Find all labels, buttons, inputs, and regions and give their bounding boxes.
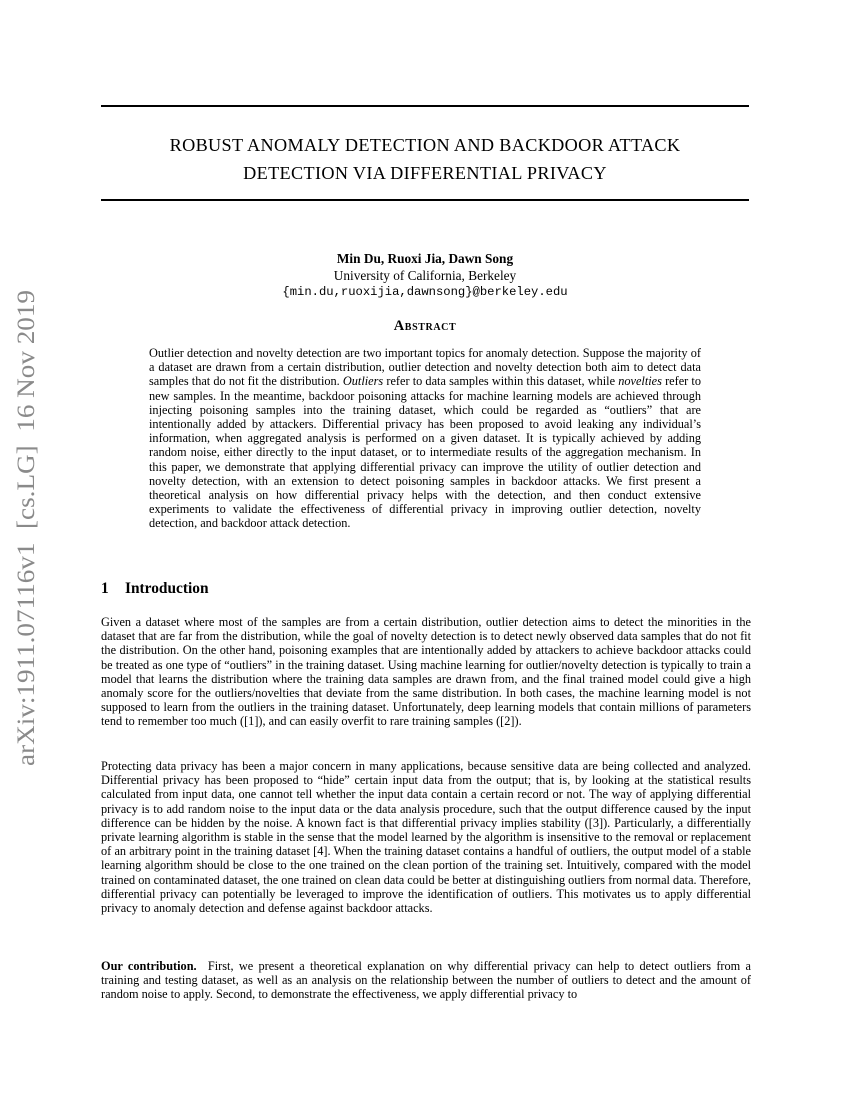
- section-title: Introduction: [125, 580, 209, 597]
- title-rule-top: [101, 105, 749, 107]
- author-block: [101, 250, 749, 301]
- author-affiliation: University of California, Berkeley: [333, 268, 517, 283]
- abstract-body: [149, 346, 701, 531]
- section-number: 1: [101, 580, 109, 597]
- title-rule-bottom: [101, 199, 749, 201]
- arxiv-watermark: [0, 288, 52, 768]
- contribution-paragraph: [101, 959, 751, 1002]
- abstract-text-b: refer to data samples within this dataset, while: [383, 374, 619, 389]
- contribution-label: Our contribution.: [101, 959, 197, 973]
- abstract-term-outliers: Outliers: [342, 374, 384, 389]
- section-heading-introduction: [101, 580, 209, 598]
- intro-paragraph-1: Given a dataset where most of the samples are from a certain distribution, outlier detection aims to detect the minorities in the dataset that are far from the distribution, while the goal of novelty detection is to detect newly observed data samples that do not fit the distribution. On the other hand, poisoning examples that are intentionally added by attackers to achieve backdoor attacks could be treated as one type of “outliers” in the training dataset. Using machine learning for outlier/novelty detection is typically to train a model that learns the distribution where the training data samples are drawn from, and the final trained model could give a high anomaly score for the outliers/novelties that deviate from the same distribution. In both cases, the machine learning model is not supposed to learn from the outliers in the training dataset. Unfortunately, deep learning models that contain millions of parameters tend to remember too much ([1]), and can easily overfit to rare training samples ([2]).: [101, 615, 751, 729]
- arxiv-identifier: arXiv:1911.07116v1 [cs.LG] 16 Nov 2019: [13, 327, 40, 766]
- intro-paragraph-2: Protecting data privacy has been a major concern in many applications, because sensitive data are being collected and analyzed. Differential privacy has been proposed to “hide” certain input data from the output; that is, by looking at the statistical results calculated from input data, one cannot tell whether the input data contain a certain record or not. The way of applying differential privacy is to add random noise to the input data or the data analysis procedure, such that the output difference caused by the input difference can be hidden by the noise. A known fact is that differential privacy implies stability ([3]). Particularly, a differentially private learning algorithm is stable in the sense that the model learned by the algorithm is insensitive to the removal or replacement of an arbitrary point in the training dataset [4]. When the training dataset contains a handful of outliers, the output model of a stable learning algorithm should be close to the one trained on the clean portion of the training set. Intuitively, compared with the model trained on contaminated dataset, the one trained on clean data could be better at distinguishing outliers from normal data. Therefore, differential privacy can potentially be leveraged to improve the identification of outliers. This motivates us to apply differential privacy to anomaly detection and defense against backdoor attacks.: [101, 759, 751, 916]
- abstract-heading: Abstract: [393, 318, 457, 334]
- author-names: Min Du, Ruoxi Jia, Dawn Song: [336, 251, 514, 266]
- contribution-text: First, we present a theoretical explanation on why differential privacy can help to detect outliers from a training and testing dataset, as well as an analysis on the relationship between the number of outliers to detect and the amount of random noise to apply. Second, to demonstrate the effectiveness, we apply differential privacy to: [101, 959, 751, 1002]
- abstract-text-c: refer to new samples. In the meantime, backdoor poisoning attacks for machine learning models are achieved through injecting poisoning samples into the training dataset, which could be regarded as “outliers” that are intentionally added by attackers. Differential privacy has been proposed to avoid leaking any individual’s information, when aggregated analysis is performed on a given dataset. It is typically achieved by adding random noise, either directly to the input dataset, or to intermediate results of the aggregation mechanism. In this paper, we demonstrate that applying differential privacy can improve the utility of outlier detection and novelty detection, with an extension to detect poisoning samples in backdoor attacks. We first present a theoretical analysis on how differential privacy helps with the detection, and then conduct extensive experiments to validate the effectiveness of differential privacy in improving outlier detection, novelty detection, and backdoor attack detection.: [149, 374, 701, 531]
- author-email: {min.du,ruoxijia,dawnsong}@berkeley.edu: [282, 285, 568, 299]
- title-line-1: ROBUST ANOMALY DETECTION AND BACKDOOR ATTACK: [169, 135, 681, 155]
- abstract-term-novelties: novelties: [618, 374, 662, 389]
- paper-title: [101, 131, 749, 187]
- title-line-2: DETECTION VIA DIFFERENTIAL PRIVACY: [243, 163, 607, 183]
- abstract-text-a: Outlier detection and novelty detection are two important topics for anomaly detection. Suppose the majority of a dataset are drawn from a certain distribution, outlier detection and novelty detection both aim to detect data samples that do not fit the distribution.: [149, 346, 701, 389]
